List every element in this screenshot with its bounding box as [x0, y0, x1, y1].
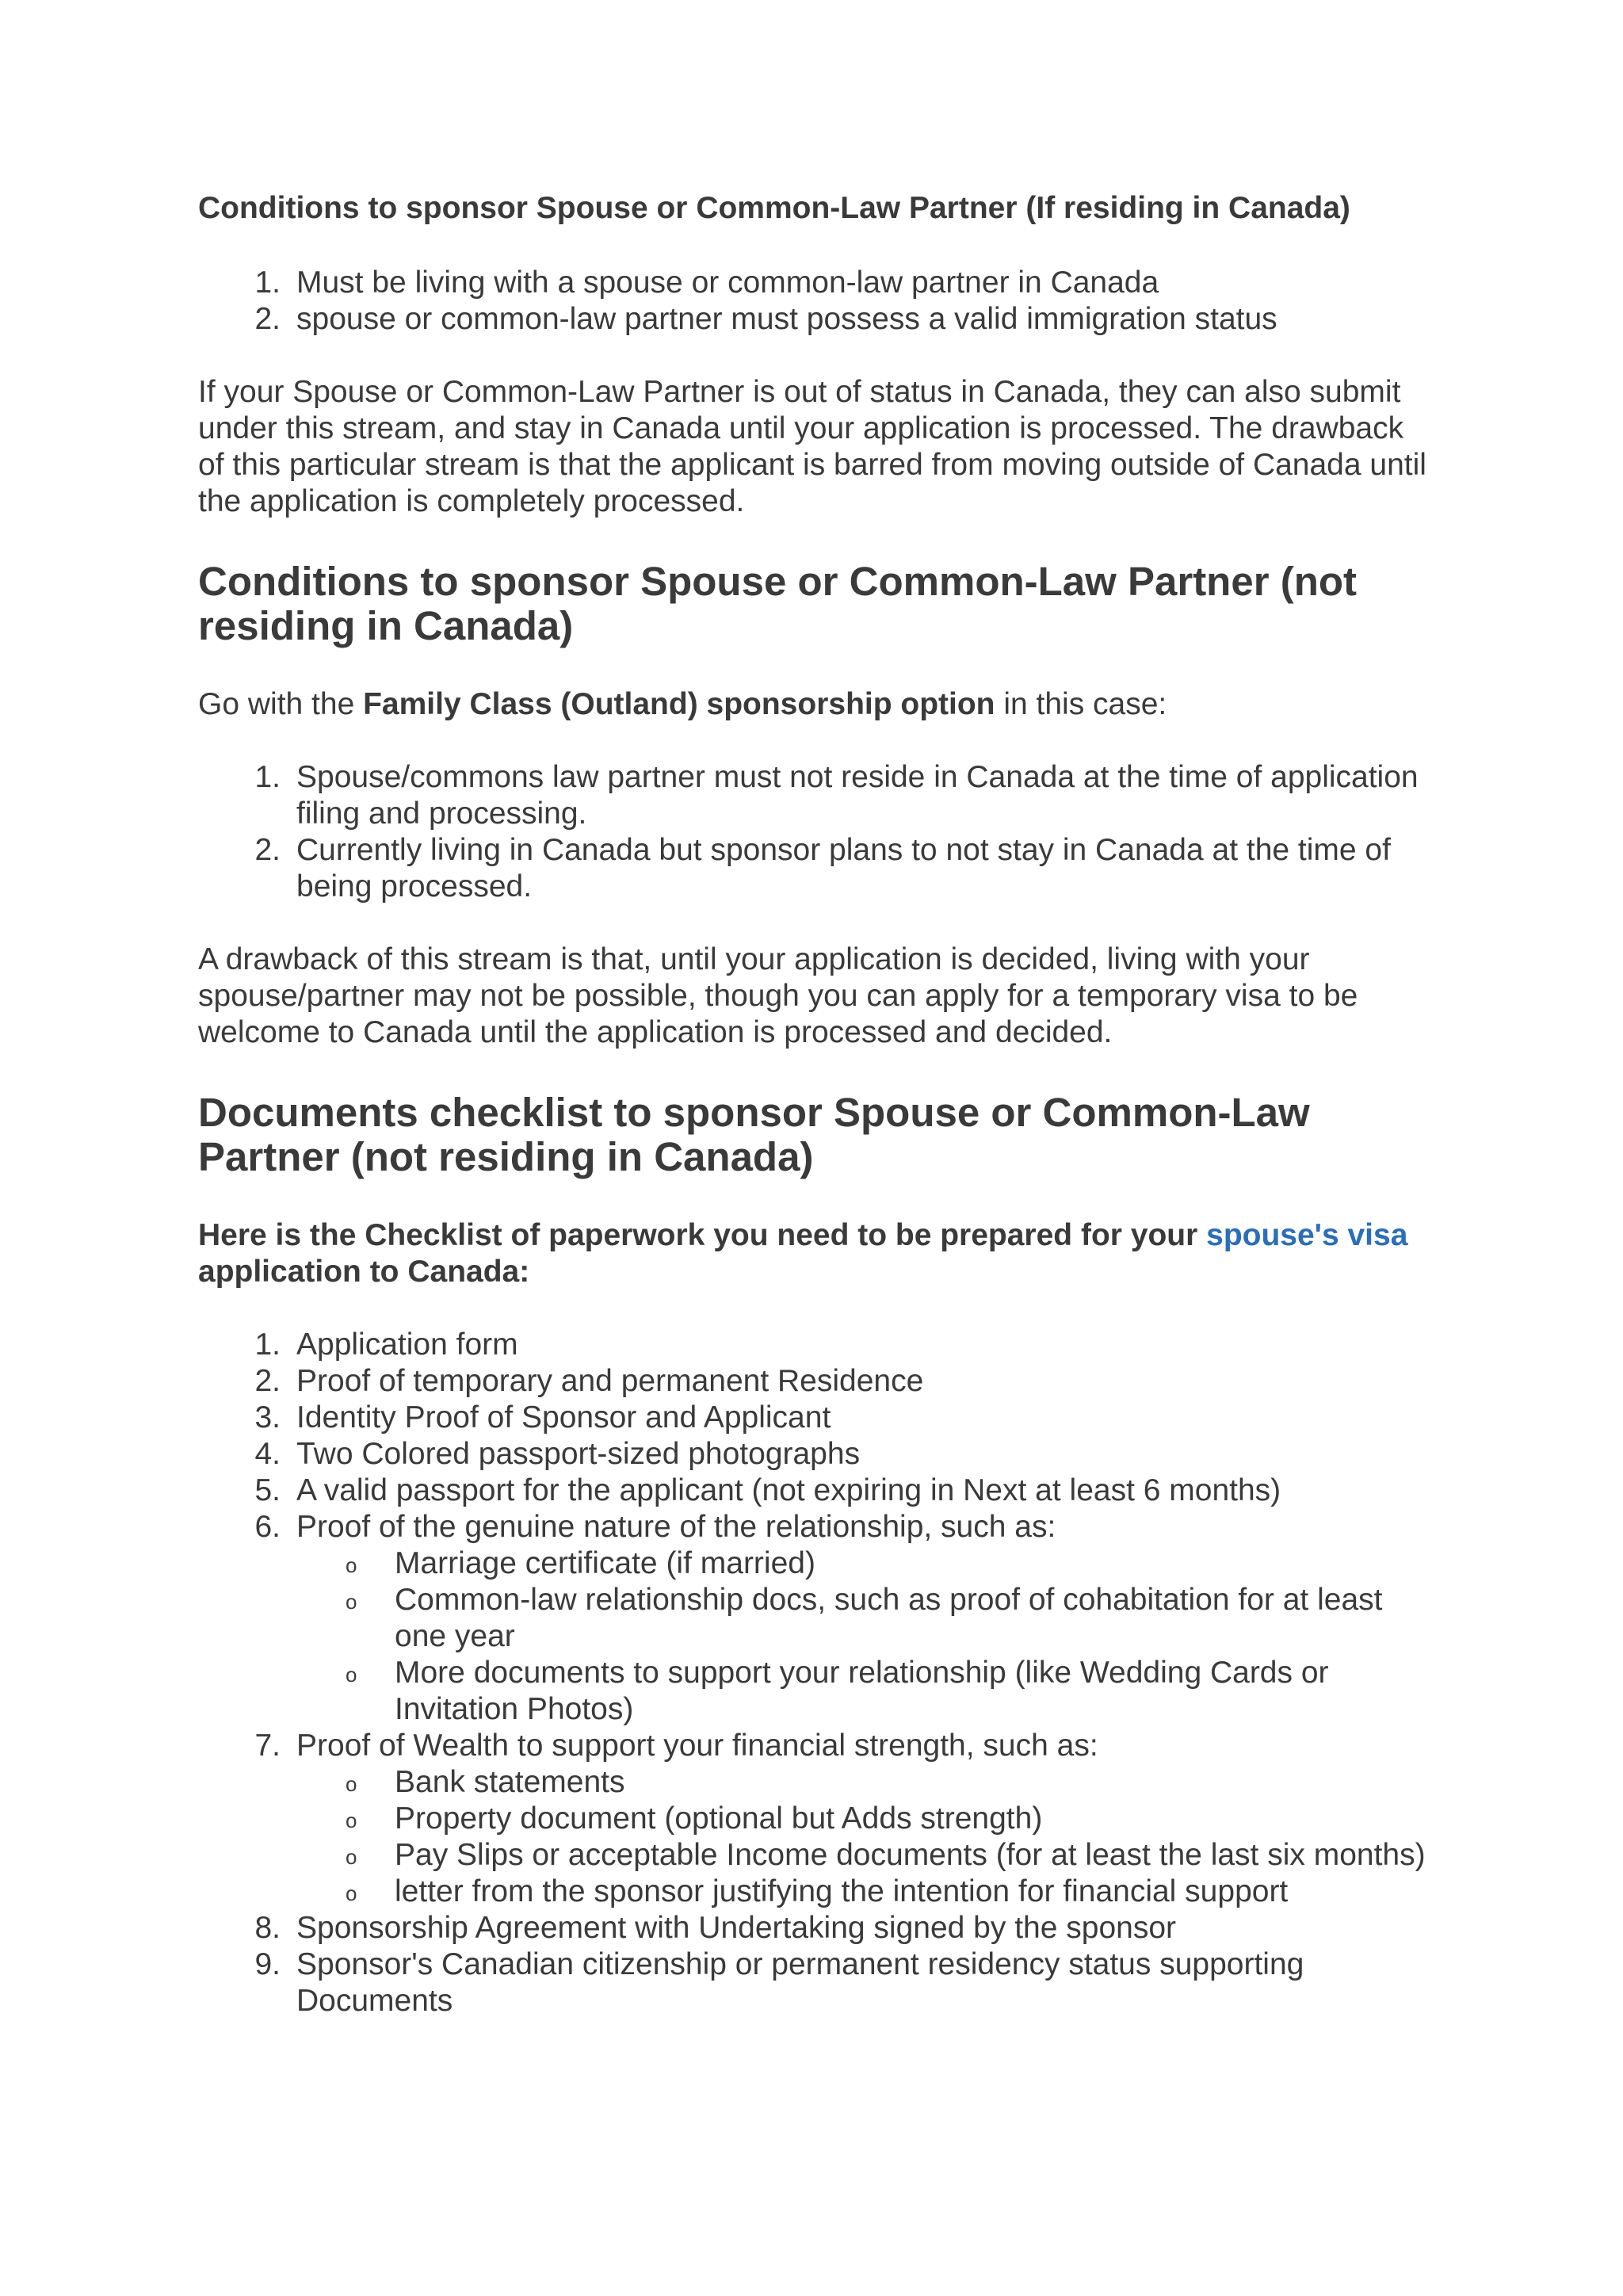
list-item: 1. Spouse/commons law partner must not reside in Canada at the time of application filing and processing. — [254, 760, 1419, 831]
list-item: 7. Proof of Wealth to support your financial strength, such as: o Bank statements o Property document (optional but Adds strength) o Pay Slips or acceptable Income documents (for at least the last six months) o letter from the sponsor justifying the intention for financial support — [198, 1728, 1434, 1910]
list-item: 2. spouse or common-law partner must possess a valid immigration status — [254, 302, 1277, 336]
sub-list-item: o Property document (optional but Adds strength) — [346, 1801, 1043, 1836]
section2-heading: Conditions to sponsor Spouse or Common-Law Partner (not residing in Canada) — [198, 559, 1357, 648]
sub-list-item: o Common-law relationship docs, such as proof of cohabitation for at least one year — [346, 1583, 1383, 1653]
sub-list-item: o Bank statements — [346, 1765, 625, 1799]
outland-option-label: Family Class (Outland) sponsorship option — [363, 687, 995, 721]
list-item: 8. Sponsorship Agreement with Undertaking signed by the sponsor — [254, 1911, 1176, 1945]
document-content — [198, 190, 1434, 2019]
section1-heading: Conditions to sponsor Spouse or Common-Law Partner (If residing in Canada) — [198, 191, 1350, 225]
list-item: 3. Identity Proof of Sponsor and Applicant — [254, 1400, 831, 1435]
section3-intro: Here is the Checklist of paperwork you need to be prepared for your spouse's visa application to Canada: — [198, 1218, 1408, 1289]
sub-list-item: o letter from the sponsor justifying the intention for financial support — [346, 1874, 1289, 1908]
sub-list-item: o Pay Slips or acceptable Income documents (for at least the last six months) — [346, 1838, 1426, 1872]
list-item: 4. Two Colored passport-sized photographs — [254, 1437, 861, 1471]
list-item: 6. Proof of the genuine nature of the relationship, such as: o Marriage certificate (if married) o Common-law relationship docs, such as proof of cohabitation for at least one year o More documents to support your relationship (like Wedding Cards or Invitation Photos) — [198, 1509, 1434, 1728]
sub-list-item: o Marriage certificate (if married) — [346, 1546, 815, 1580]
sub-list-item: o More documents to support your relationship (like Wedding Cards or Invitation Photos) — [346, 1656, 1329, 1726]
list-item: 1. Must be living with a spouse or common-law partner in Canada — [254, 266, 1159, 300]
list-item: 5. A valid passport for the applicant (not expiring in Next at least 6 months) — [254, 1473, 1281, 1507]
section3-list — [198, 1327, 1434, 2019]
list-item: 2. Proof of temporary and permanent Residence — [254, 1364, 924, 1398]
section2-list — [198, 759, 1434, 905]
list-item: 2. Currently living in Canada but sponsor plans to not stay in Canada at the time of being processed. — [254, 833, 1391, 904]
section2-intro: Go with the Family Class (Outland) sponsorship option in this case: — [198, 687, 1167, 721]
list-item: 9. Sponsor's Canadian citizenship or permanent residency status supporting Documents — [254, 1947, 1304, 2018]
section1-list — [198, 265, 1434, 338]
section2-paragraph: A drawback of this stream is that, until your application is decided, living with your spouse/partner may not be possible, though you can apply for a temporary visa to be welcome to Canada until the application is processed and decided. — [198, 942, 1358, 1049]
section1-paragraph: If your Spouse or Common-Law Partner is out of status in Canada, they can also submit under this stream, and stay in Canada until your application is processed. The drawback of this particular stream is that the applicant is barred from moving outside of Canada until the application is completely processed. — [198, 375, 1426, 518]
section3-heading: Documents checklist to sponsor Spouse or Common-Law Partner (not residing in Canada) — [198, 1090, 1310, 1179]
spouse-visa-link[interactable]: spouse's visa — [1206, 1218, 1408, 1252]
relationship-proof-sublist — [296, 1545, 1434, 1728]
wealth-proof-sublist — [296, 1764, 1434, 1910]
list-item: 1. Application form — [254, 1328, 518, 1362]
